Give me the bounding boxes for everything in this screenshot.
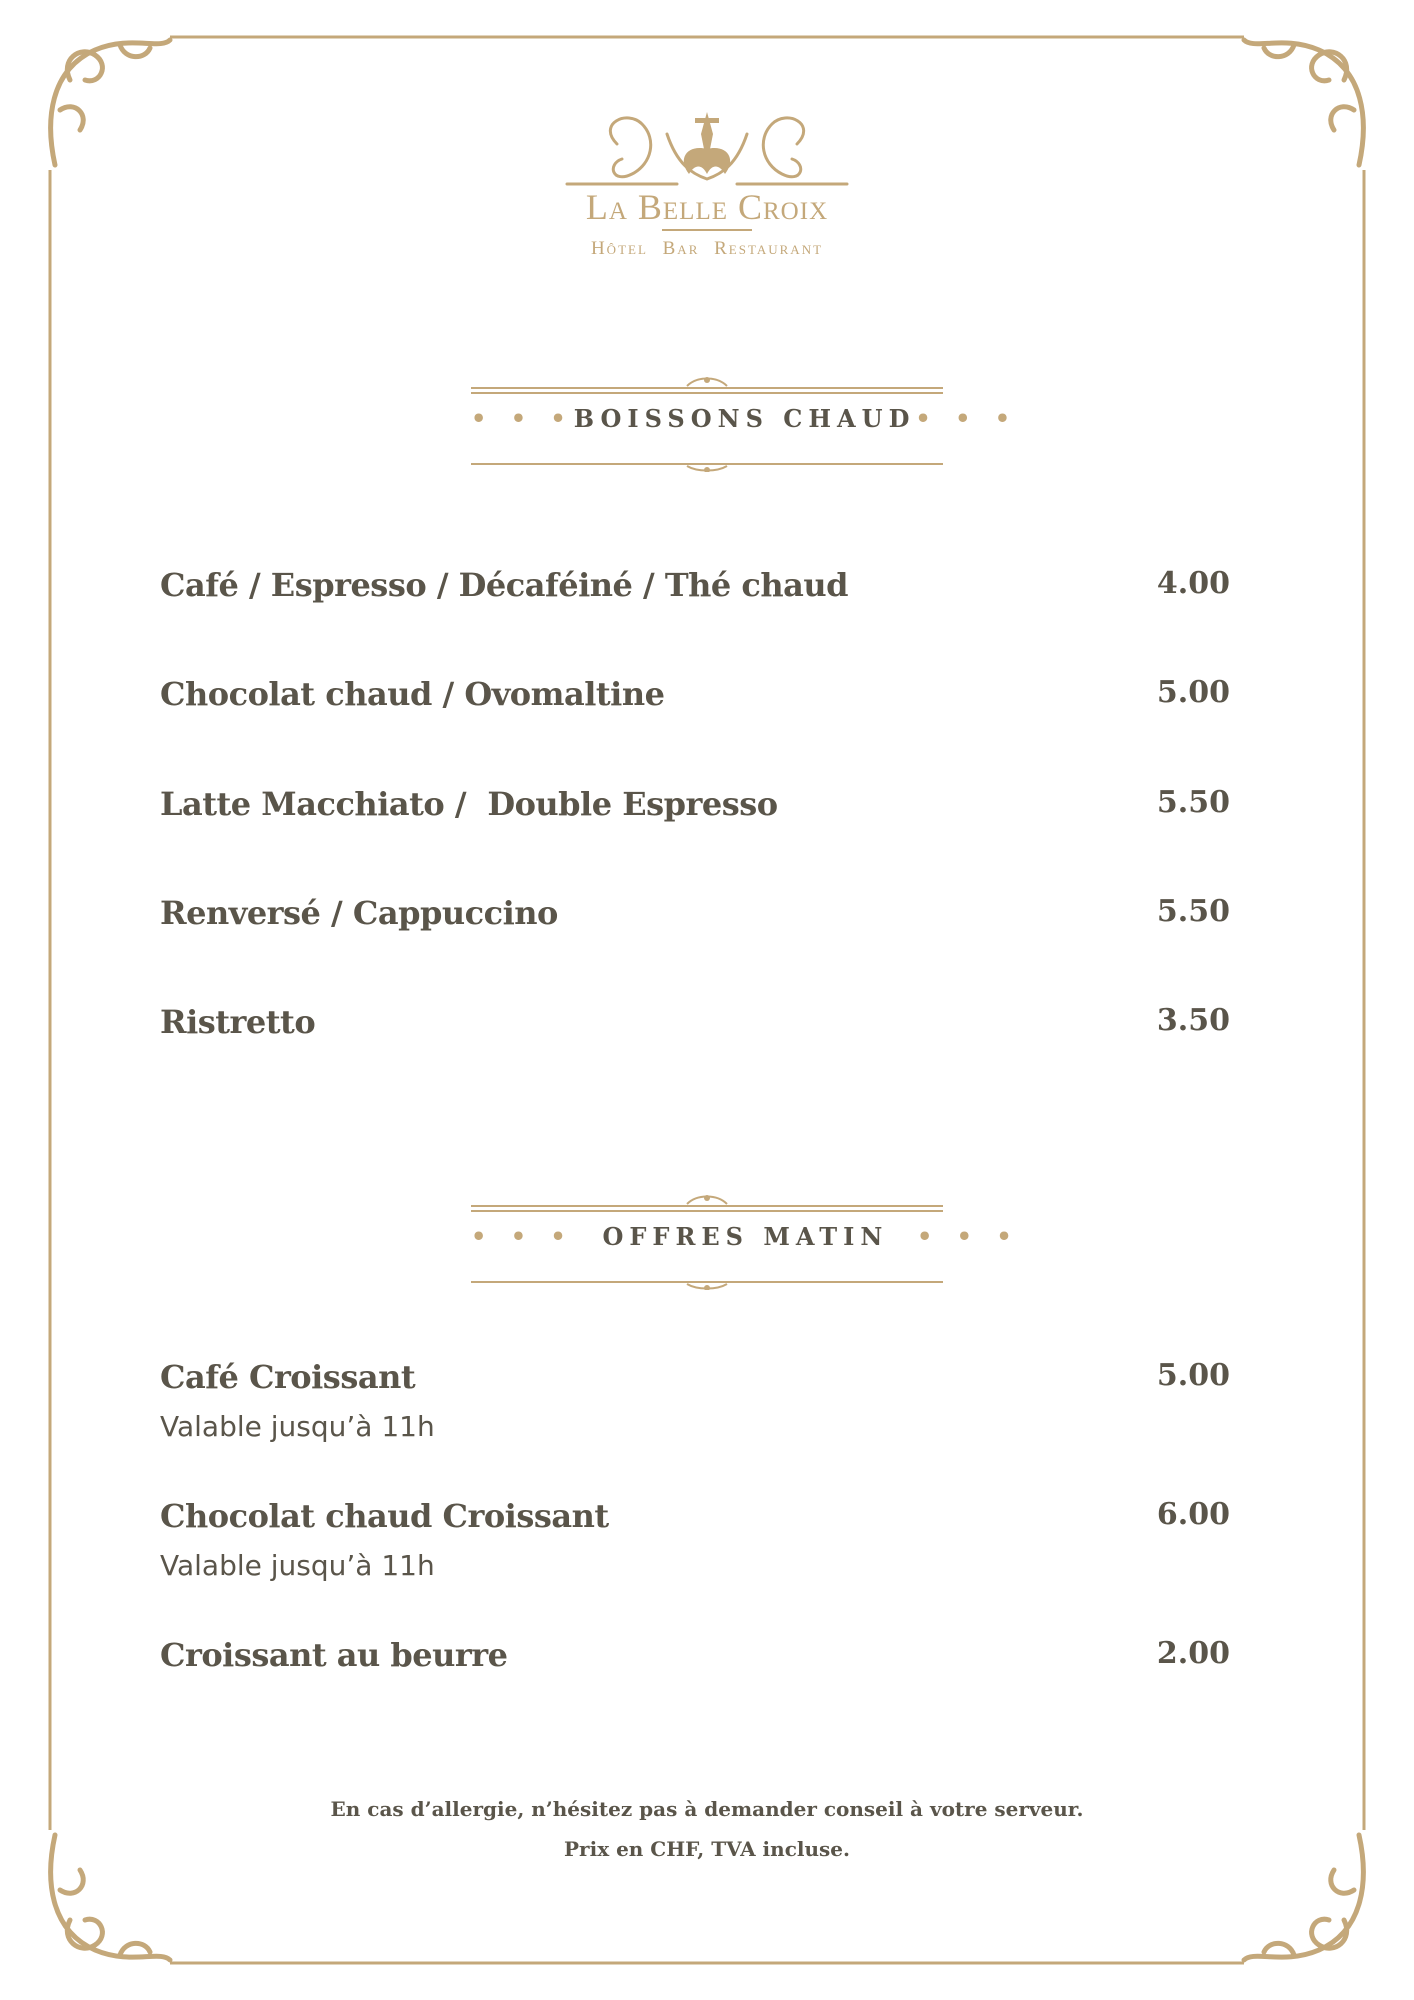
- section-title: OFFRES MATIN: [602, 1222, 889, 1251]
- menu-item-price: 5.50: [1156, 894, 1230, 929]
- dots-icon: • • •: [916, 1222, 1020, 1251]
- menu-item-name: Chocolat chaud Croissant: [160, 1497, 609, 1535]
- menu-item-name: Renversé / Cappuccino: [160, 894, 558, 932]
- menu-item-name: Café / Espresso / Décaféiné / Thé chaud: [160, 566, 849, 604]
- section-header-offres: [471, 1190, 1020, 1290]
- menu-item-name: Chocolat chaud / Ovomaltine: [160, 675, 665, 713]
- brand-subtitle: Hôtel Bar Restaurant: [590, 238, 824, 259]
- menu-item-price: 3.50: [1156, 1003, 1230, 1038]
- corner-ornament-icon: [1244, 40, 1363, 165]
- section-header-boissons: [471, 372, 1019, 472]
- menu-item-price: 6.00: [1156, 1497, 1230, 1532]
- menu-item-price: 5.00: [1156, 675, 1230, 710]
- menu-item-note: Valable jusqu’à 11h: [160, 1410, 435, 1443]
- brand-name: La Belle Croix: [585, 187, 829, 227]
- menu-item-note: Valable jusqu’à 11h: [160, 1549, 435, 1582]
- menu-item-name: Ristretto: [160, 1003, 316, 1041]
- menu-item-name: Croissant au beurre: [160, 1636, 508, 1674]
- allergy-notice: En cas d’allergie, n’hésitez pas à demander conseil à votre serveur.: [330, 1797, 1084, 1821]
- menu-item-price: 5.00: [1156, 1358, 1230, 1393]
- menu-item-price: 5.50: [1156, 785, 1230, 820]
- dots-icon: • • •: [471, 404, 574, 433]
- dots-icon: • • •: [915, 404, 1019, 433]
- menu-item-price: 4.00: [1156, 566, 1230, 601]
- corner-ornament-icon: [51, 40, 170, 165]
- menu-item-price: 2.00: [1156, 1636, 1230, 1671]
- brand-logo: [557, 104, 857, 264]
- menu-item-name: Café Croissant: [160, 1358, 416, 1396]
- menu-item-name: Latte Macchiato / Double Espresso: [160, 785, 778, 823]
- section-title: BOISSONS CHAUD: [573, 404, 916, 433]
- dots-icon: • • •: [471, 1222, 574, 1251]
- price-notice: Prix en CHF, TVA incluse.: [564, 1837, 850, 1861]
